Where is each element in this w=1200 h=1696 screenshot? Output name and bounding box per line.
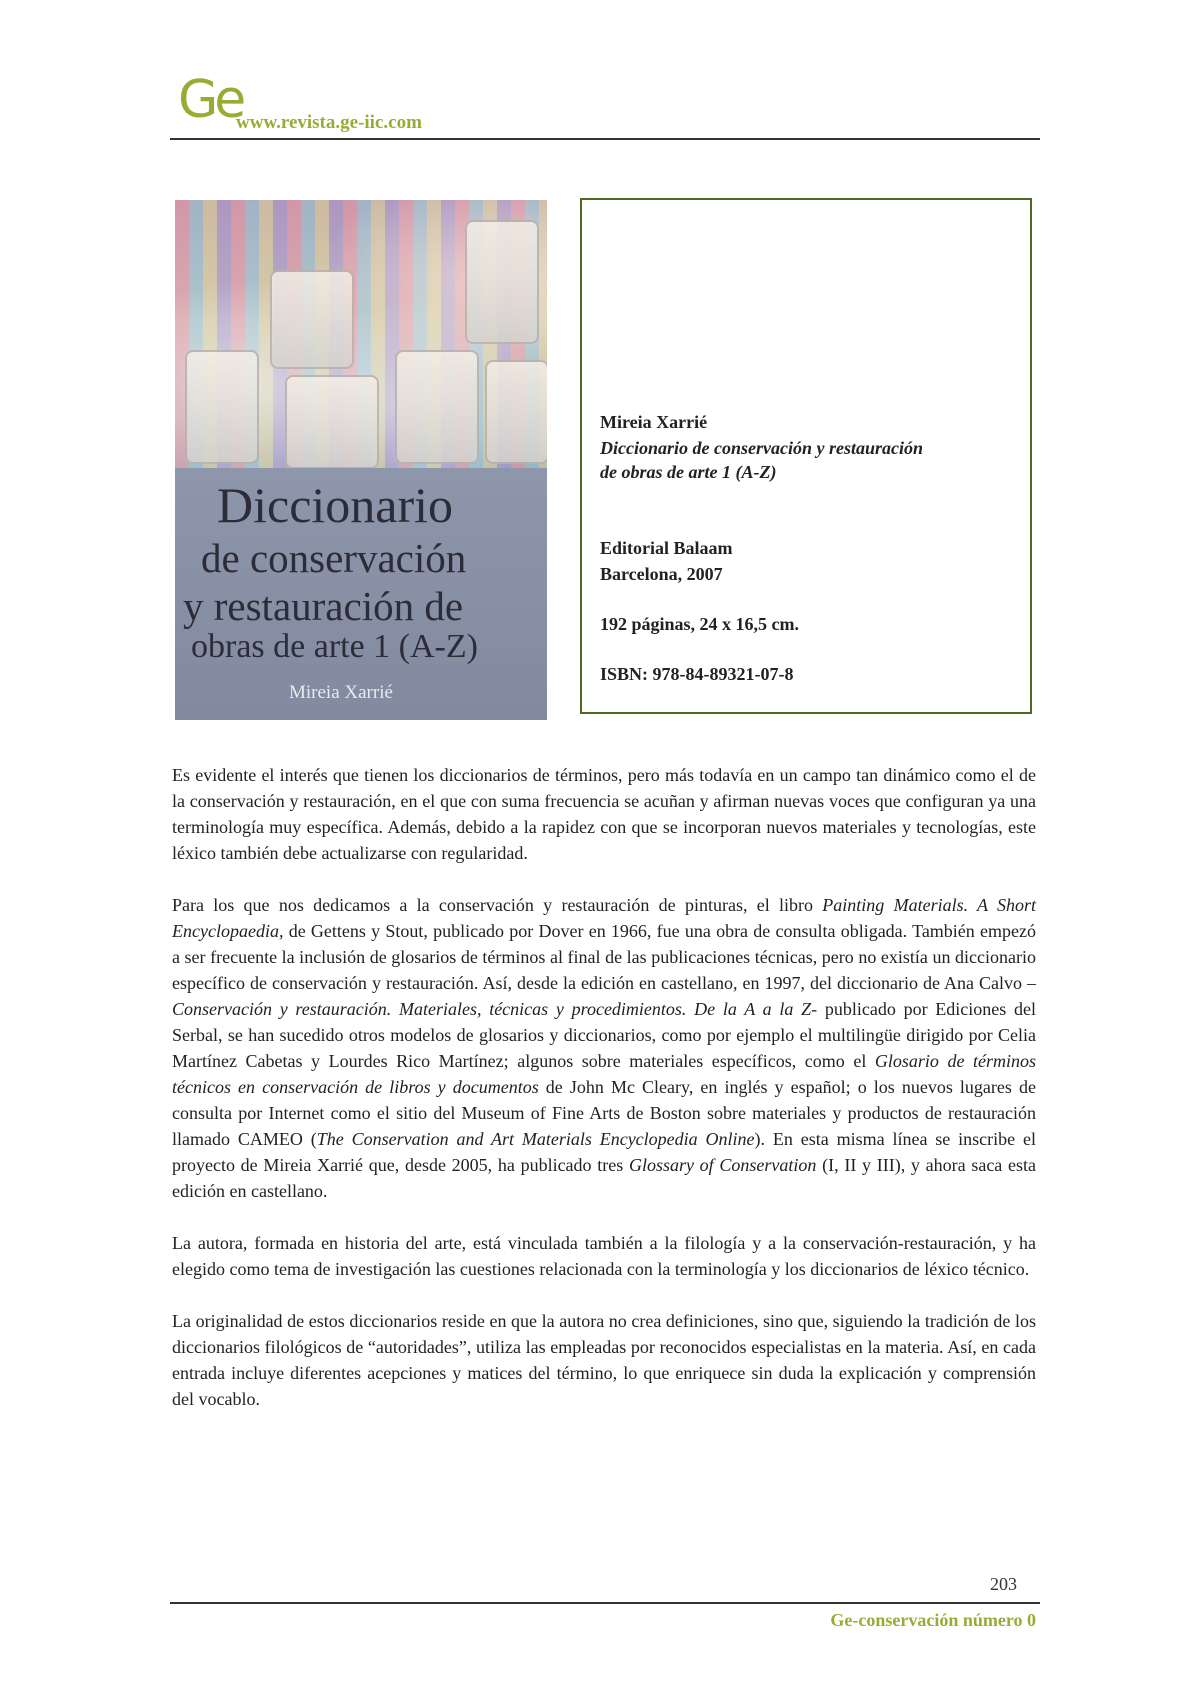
footer-divider [170,1602,1040,1604]
book-publisher: Editorial Balaam [600,538,733,558]
cover-title-block [175,468,547,720]
book-author: Mireia Xarrié [600,412,708,432]
book-isbn: ISBN: 978-84-89321-07-8 [600,664,794,684]
book-place-year: Barcelona, 2007 [600,564,723,584]
cover-photo-jars [175,200,547,468]
book-cover-image [175,200,547,720]
cover-title-line: obras de arte 1 (A-Z) [191,628,478,665]
paragraph: La autora, formada en historia del arte, está vinculada también a la filología y a la conservación-restauración, y ha elegido como tema de investigación las cuestiones relacionada con la terminología y los diccionarios de léxico técnico. [172,1233,1036,1279]
journal-logo: Ge [178,70,243,130]
cover-title-line: de conservación [201,535,467,581]
review-body [172,762,1036,1438]
book-title-line: de obras de arte 1 (A-Z) [600,462,777,482]
paragraph: Es evidente el interés que tienen los diccionarios de términos, pero más todavía en un campo tan dinámico como el de la conservación y restauración, en el que con suma frecuencia se acuñan y afirman nuevas voces que configuran ya una terminología muy específica. Además, debido a la rapidez con que se incorporan nuevos materiales y tecnologías, este léxico también debe actualizarse con regularidad. [172,765,1036,863]
paragraph: Para los que nos dedicamos a la conservación y restauración de pinturas, el libro Painting Materials. A Short Encyclopaedia, de Gettens y Stout, publicado por Dover en 1966, fue una obra de consulta obligada. También empezó a ser frecuente la inclusión de glosarios de términos al final de las publicaciones técnicas, pero no existía un diccionario específico de conservación y restauración. Así, desde la edición en castellano, en 1997, del diccionario de Ana Calvo –Conservación y restauración. Materiales, técnicas y procedimientos. De la A a la Z- publicado por Ediciones del Serbal, se han sucedido otros modelos de glosarios y diccionarios, como por ejemplo el multilingüe dirigido por Celia Martínez Cabetas y Lourdes Rico Martínez; algunos sobre materiales específicos, como el Glosario de términos técnicos en conservación de libros y documentos de John Mc Cleary, en inglés y español; o los nuevos lugares de consulta por Internet como el sitio del Museum of Fine Arts de Boston sobre materiales y productos de restauración llamado CAMEO (The Conservation and Art Materials Encyclopedia Online). En esta misma línea se inscribe el proyecto de Mireia Xarrié que, desde 2005, ha publicado tres Glossary of Conservation (I, II y III), y ahora saca esta edición en castellano. [172,895,1036,1201]
cover-title-line: y restauración de [183,583,464,629]
page-number: 203 [990,1574,1017,1594]
cover-author: Mireia Xarrié [289,682,393,703]
book-title-line: Diccionario de conservación y restauración [600,438,923,458]
page-header [170,70,1040,140]
paragraph: La originalidad de estos diccionarios reside en que la autora no crea definiciones, sino que, siguiendo la tradición de los diccionarios filológicos de “autoridades”, utiliza las empleadas por reconocidos especialistas en la materia. Así, en cada entrada incluye diferentes acepciones y matices del término, lo que enriquece sin duda la explicación y comprensión del vocablo. [172,1311,1036,1409]
cover-title-line: Diccionario [217,477,454,533]
book-pages-size: 192 páginas, 24 x 16,5 cm. [600,614,800,634]
footer-journal-name: Ge-conservación número 0 [830,1610,1036,1630]
book-info-box [580,198,1032,714]
journal-url-link[interactable]: www.revista.ge-iic.com [236,112,422,133]
